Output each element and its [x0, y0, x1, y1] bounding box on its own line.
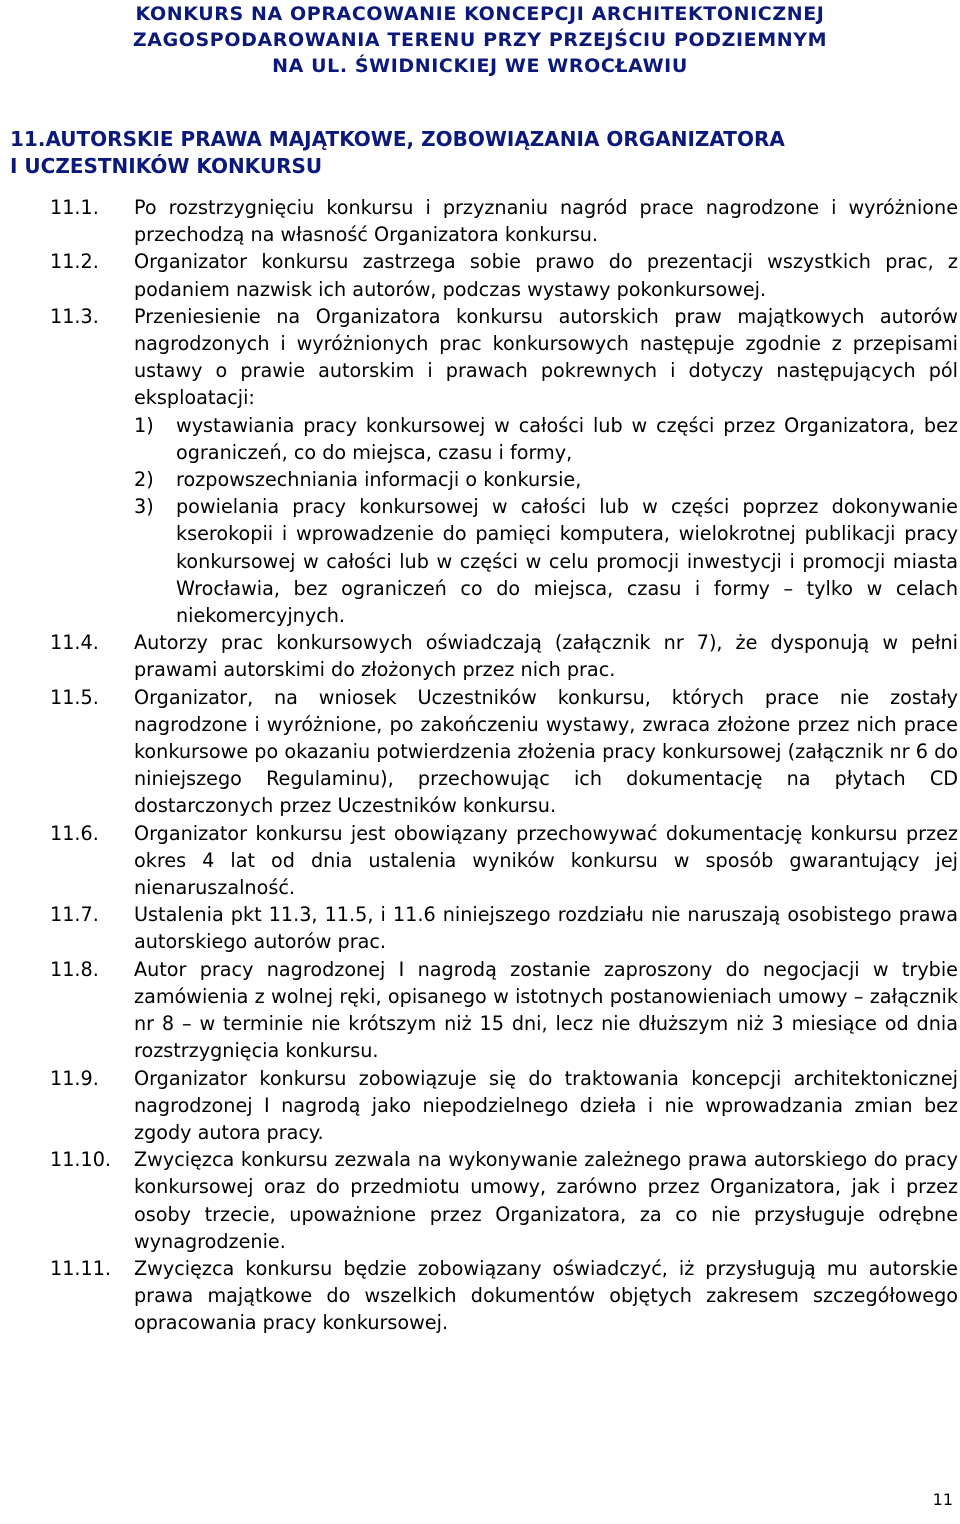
- item-body: [134, 1065, 958, 1147]
- item-text: Ustalenia pkt 11.3, 11.5, i 11.6 niniejszego rozdziału nie naruszają osobistego prawa autorskiego autorów prac.: [134, 903, 958, 954]
- item-body: [134, 901, 958, 955]
- item-number: 11.9.: [50, 1066, 99, 1090]
- sub-list-item: [134, 466, 958, 493]
- item-body: [134, 1255, 958, 1337]
- item-text: Organizator konkursu jest obowiązany przechowywać dokumentację konkursu przez okres 4 lat od dnia ustalenia wyników konkursu w sposób gwarantujący jej nienaruszalność.: [134, 821, 958, 900]
- item-number: 11.5.: [50, 685, 99, 709]
- item-text: Zwycięzca konkursu będzie zobowiązany oświadczyć, iż przysługują mu autorskie prawa majątkowe do wszelkich dokumentów objętych zakresem szczegółowego opracowania pracy konkursowej.: [134, 1256, 958, 1335]
- page-number: 11: [932, 1490, 953, 1509]
- item-body: [134, 248, 958, 302]
- item-body: [134, 820, 958, 902]
- section-title-line-1: AUTORSKIE PRAWA MAJĄTKOWE, ZOBOWIĄZANIA ORGANIZATORA: [45, 127, 785, 151]
- item-number: 11.11.: [50, 1256, 112, 1280]
- item-number: 11.2.: [50, 250, 99, 274]
- item-text: Zwycięzca konkursu zezwala na wykonywanie zależnego prawa autorskiego do pracy konkursowej oraz do przedmiotu umowy, zarówno przez Organizatora, jak i przez osoby trzecie, upoważnione przez Organizatora, za co nie przysługuje odrębne wynagrodzenie.: [134, 1148, 958, 1253]
- section-number: 11.: [10, 127, 46, 151]
- document-header: [0, 0, 960, 79]
- sub-item-number: 1): [134, 413, 154, 437]
- sub-list-item: [134, 412, 958, 466]
- sub-item-number: 3): [134, 495, 154, 519]
- item-text: Przeniesienie na Organizatora konkursu autorskich praw majątkowych autorów nagrodzonych i wyróżnionych prac konkursowych następuje zgodnie z przepisami ustawy o prawie autorskim i prawach pokrewnych i dotyczy następujących pól eksploatacji:: [134, 304, 958, 410]
- section-title-line-2: I UCZESTNIKÓW KONKURSU: [10, 154, 323, 178]
- list-item: [50, 248, 958, 302]
- item-number: 11.4.: [50, 631, 99, 655]
- item-text: Autor pracy nagrodzonej I nagrodą zostanie zaproszony do negocjacji w trybie zamówienia z wolnej ręki, opisanego w istotnych postanowieniach umowy – załącznik nr 8 – w terminie nie krótszym niż 15 dni, lecz nie dłuższym niż 3 miesiące od dnia rozstrzygnięcia konkursu.: [134, 957, 958, 1063]
- list-item: [50, 901, 958, 955]
- list-item: [50, 956, 958, 1065]
- item-body: [134, 194, 958, 248]
- sub-item-text: wystawiania pracy konkursowej w całości lub w części przez Organizatora, bez ograniczeń, co do miejsca, czasu i formy,: [176, 413, 958, 464]
- list-item: [50, 194, 958, 248]
- item-body: [134, 1146, 958, 1255]
- section-content: [50, 194, 958, 1337]
- item-body: [134, 629, 958, 683]
- item-number: 11.3.: [50, 304, 99, 328]
- list-item: [50, 1065, 958, 1147]
- header-line-1: KONKURS NA OPRACOWANIE KONCEPCJI ARCHITEKTONICZNEJ: [135, 3, 825, 25]
- item-text: Organizator, na wniosek Uczestników konkursu, których prace nie zostały nagrodzone i wyróżnione, po zakończeniu wystawy, zwraca złożone przez nich prace konkursowe po okazaniu potwierdzenia złożenia pracy konkursowej (załącznik nr 6 do niniejszego Regulaminu), przechowując ich dokumentację na płytach CD dostarczonych przez Uczestników konkursu.: [134, 685, 958, 818]
- item-body: [134, 303, 958, 629]
- item-number: 11.7.: [50, 903, 99, 927]
- list-item: [50, 303, 958, 629]
- item-number: 11.8.: [50, 957, 99, 981]
- sub-item-number: 2): [134, 468, 154, 492]
- list-item: [50, 629, 958, 683]
- item-body: [134, 684, 958, 820]
- item-number: 11.10.: [50, 1148, 112, 1172]
- item-text: Autorzy prac konkursowych oświadczają (załącznik nr 7), że dysponują w pełni prawami autorskimi do złożonych przez nich prac.: [134, 631, 958, 682]
- list-item: [50, 820, 958, 902]
- sub-list-item: [134, 493, 958, 629]
- item-number: 11.1.: [50, 196, 99, 219]
- sub-item-text: rozpowszechniania informacji o konkursie,: [176, 468, 582, 492]
- list-item: [50, 684, 958, 820]
- list-item: [50, 1146, 958, 1255]
- item-number: 11.6.: [50, 821, 99, 845]
- item-body: [134, 956, 958, 1065]
- item-text: Organizator konkursu zobowiązuje się do traktowania koncepcji architektonicznej nagrodzonej I nagrodą jako niepodzielnego dzieła i nie wprowadzania zmian bez zgody autora pracy.: [134, 1066, 958, 1144]
- header-line-2: ZAGOSPODAROWANIA TERENU PRZY PRZEJŚCIU PODZIEMNYM: [132, 29, 828, 51]
- sub-item-text: powielania pracy konkursowej w całości lub w części poprzez dokonywanie kserokopii i wprowadzenie do pamięci komputera, wielokrotnej publikacji pracy konkursowej w całości lub w części w celu promocji inwestycji i promocji miasta Wrocławia, bez ograniczeń co do miejsca, czasu i formy – tylko w celach niekomercyjnych.: [176, 495, 958, 628]
- list-item: [50, 1255, 958, 1337]
- item-text: Organizator konkursu zastrzega sobie prawo do prezentacji wszystkich prac, z podaniem nazwisk ich autorów, podczas wystawy pokonkursowej.: [134, 250, 958, 301]
- header-line-3: NA UL. ŚWIDNICKIEJ WE WROCŁAWIU: [272, 55, 688, 77]
- item-text: Po rozstrzygnięciu konkursu i przyznaniu nagród prace nagrodzone i wyróżnione przechodzą na własność Organizatora konkursu.: [134, 196, 958, 247]
- section-heading: [10, 126, 950, 180]
